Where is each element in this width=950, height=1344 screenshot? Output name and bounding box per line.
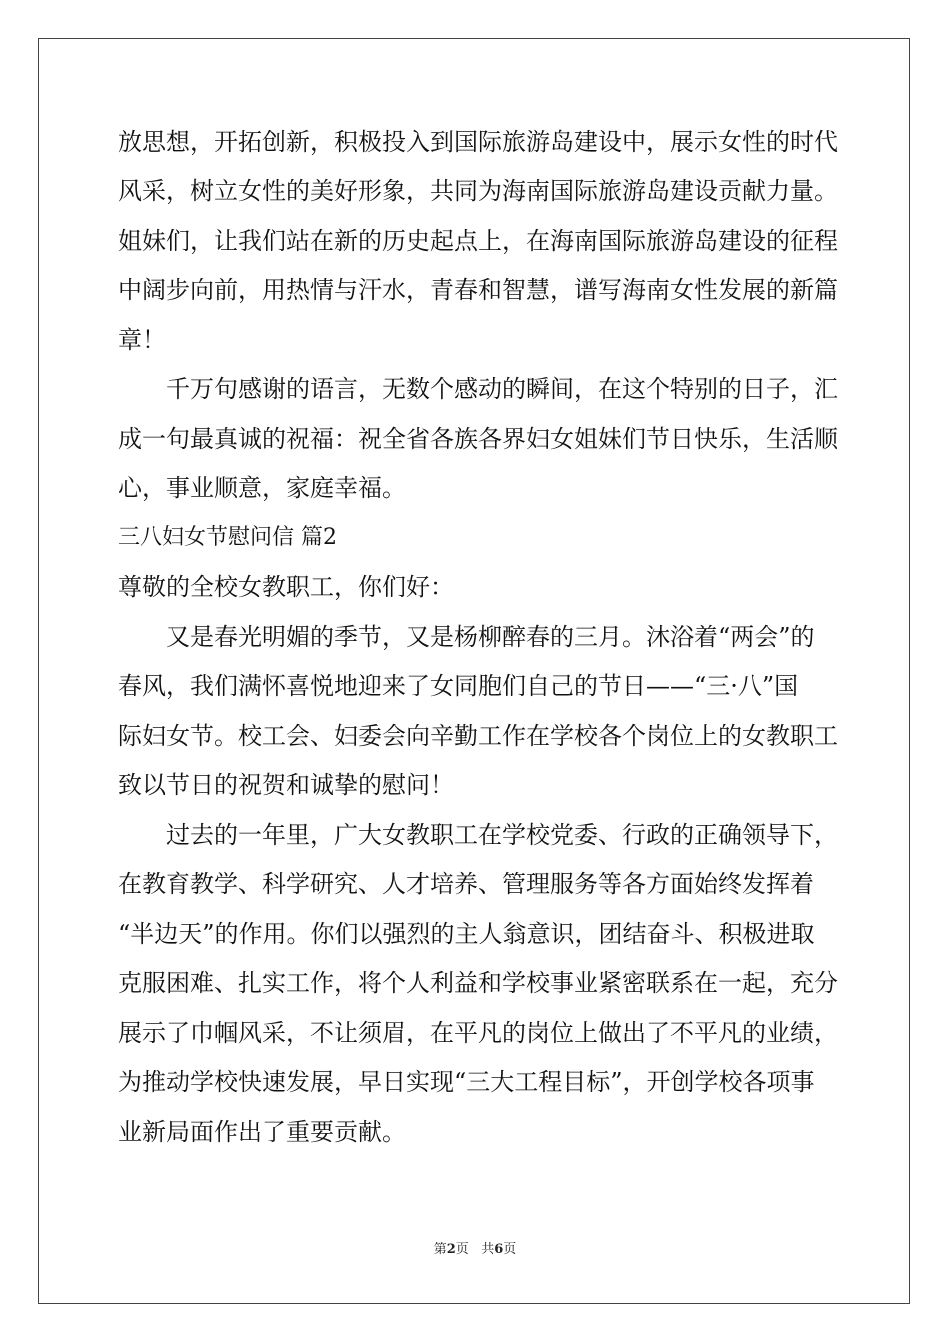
text-line: 展示了巾帼风采，不让须眉，在平凡的岗位上做出了不平凡的业绩， [118, 1019, 838, 1047]
text-line: 为推动学校快速发展，早日实现“三大工程目标”，开创学校各项事 [118, 1068, 815, 1096]
section-heading: 三八妇女节慰问信 篇2 [118, 525, 337, 550]
text-line: 千万句感谢的语言，无数个感动的瞬间，在这个特别的日子，汇 [118, 375, 838, 403]
text-line: 克服困难、扎实工作，将个人利益和学校事业紧密联系在一起，充分 [118, 969, 838, 997]
text-line: 在教育教学、科学研究、人才培养、管理服务等各方面始终发挥着 [118, 870, 814, 898]
page-prefix: 第 [433, 1242, 447, 1257]
text-line: “半边天”的作用。你们以强烈的主人翁意识，团结奋斗、积极进取 [118, 920, 815, 948]
text-line: 际妇女节。校工会、妇委会向辛勤工作在学校各个岗位上的女教职工 [118, 722, 838, 750]
page-number: 2 [446, 1242, 456, 1257]
text-line: 春风，我们满怀喜悦地迎来了女同胞们自己的节日——“三·八”国 [118, 672, 799, 700]
page-suffix: 页 [455, 1242, 469, 1257]
text-line: 姐妹们，让我们站在新的历史起点上，在海南国际旅游岛建设的征程 [118, 227, 838, 255]
text-line: 心，事业顺意，家庭幸福。 [118, 474, 406, 502]
total-suffix: 页 [503, 1242, 517, 1257]
text-line: 又是春光明媚的季节，又是杨柳醉春的三月。沐浴着“两会”的 [118, 623, 815, 651]
total-prefix: 共 [481, 1242, 495, 1257]
salutation-line: 尊敬的全校女教职工，你们好： [118, 573, 454, 601]
text-line: 中阔步向前，用热情与汗水，青春和智慧，谱写海南女性发展的新篇 [118, 276, 838, 304]
total-pages: 6 [494, 1242, 504, 1257]
text-line: 致以节日的祝贺和诚挚的慰问！ [118, 771, 454, 799]
page-footer [0, 1242, 950, 1258]
text-line: 放思想，开拓创新，积极投入到国际旅游岛建设中，展示女性的时代 [118, 128, 838, 156]
text-line: 业新局面作出了重要贡献。 [118, 1118, 406, 1146]
text-line: 成一句最真诚的祝福：祝全省各族各界妇女姐妹们节日快乐，生活顺 [118, 425, 838, 453]
text-line: 过去的一年里，广大女教职工在学校党委、行政的正确领导下， [118, 821, 838, 849]
text-line: 风采，树立女性的美好形象，共同为海南国际旅游岛建设贡献力量。 [118, 177, 838, 205]
text-line: 章！ [118, 326, 166, 354]
